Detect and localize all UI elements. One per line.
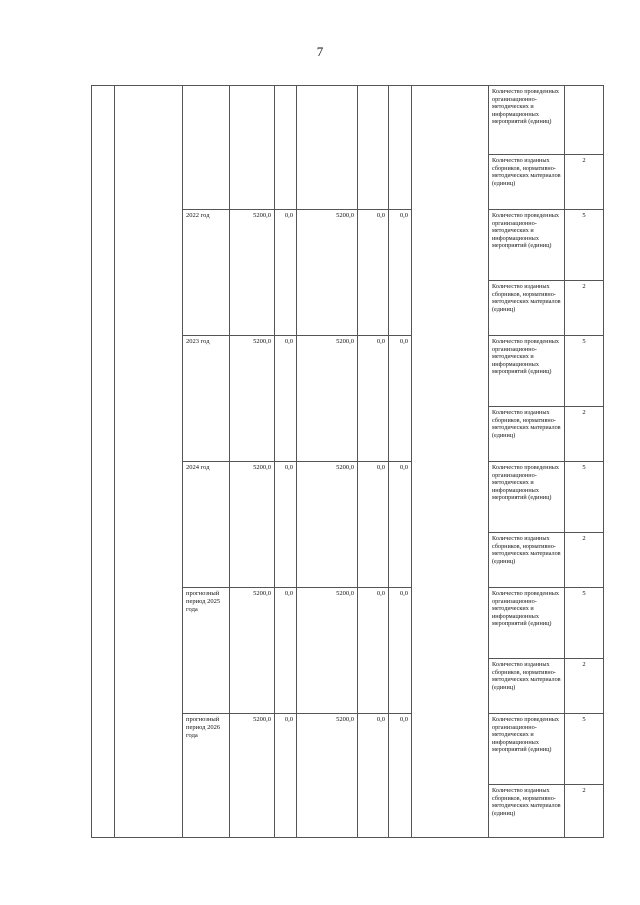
cell-empty-col2 — [115, 86, 183, 838]
value-cell: 5200,0 — [297, 714, 358, 838]
indicator-collections: Количество изданных сборников, нормативно-методических материалов (единиц) — [489, 155, 565, 210]
indicator-events: Количество проведенных организационно-методических и информационных мероприятий (единиц) — [489, 462, 565, 533]
total-cell: 5200,0 — [230, 714, 275, 838]
value-cell: 0,0 — [389, 462, 412, 588]
indicator-value: 5 — [565, 210, 604, 281]
value-cell — [358, 86, 389, 210]
total-cell: 5200,0 — [230, 210, 275, 336]
budget-table — [91, 85, 604, 838]
indicator-value: 2 — [565, 785, 604, 838]
value-cell: 0,0 — [358, 210, 389, 336]
period-cell — [183, 86, 230, 210]
value-cell: 0,0 — [275, 210, 297, 336]
value-cell: 0,0 — [275, 462, 297, 588]
indicator-value: 5 — [565, 588, 604, 659]
total-cell: 5200,0 — [230, 588, 275, 714]
value-cell: 0,0 — [389, 336, 412, 462]
indicator-value: 2 — [565, 659, 604, 714]
indicator-collections: Количество изданных сборников, нормативно-методических материалов (единиц) — [489, 533, 565, 588]
value-cell — [297, 86, 358, 210]
indicator-collections: Количество изданных сборников, нормативно-методических материалов (единиц) — [489, 785, 565, 838]
indicator-events: Количество проведенных организационно-методических и информационных мероприятий (единиц) — [489, 714, 565, 785]
value-cell — [389, 86, 412, 210]
table-row — [92, 86, 604, 155]
total-cell: 5200,0 — [230, 336, 275, 462]
cell-empty-col1 — [92, 86, 115, 838]
cell-empty-col9 — [412, 86, 489, 838]
indicator-collections: Количество изданных сборников, нормативно-методических материалов (единиц) — [489, 281, 565, 336]
indicator-collections: Количество изданных сборников, нормативно-методических материалов (единиц) — [489, 659, 565, 714]
page-number: 7 — [316, 44, 324, 59]
indicator-events: Количество проведенных организационно-методических и информационных мероприятий (единиц) — [489, 588, 565, 659]
period-cell: прогнозный период 2026 года — [183, 714, 230, 838]
value-cell: 0,0 — [389, 714, 412, 838]
indicator-events: Количество проведенных организационно-методических и информационных мероприятий (единиц) — [489, 86, 565, 155]
value-cell: 5200,0 — [297, 210, 358, 336]
indicator-events: Количество проведенных организационно-методических и информационных мероприятий (единиц) — [489, 336, 565, 407]
indicator-events: Количество проведенных организационно-методических и информационных мероприятий (единиц) — [489, 210, 565, 281]
value-cell: 0,0 — [275, 336, 297, 462]
period-cell: 2024 год — [183, 462, 230, 588]
value-cell: 0,0 — [389, 210, 412, 336]
value-cell: 0,0 — [358, 336, 389, 462]
indicator-value: 5 — [565, 462, 604, 533]
period-cell: 2023 год — [183, 336, 230, 462]
indicator-value: 2 — [565, 533, 604, 588]
value-cell: 0,0 — [389, 588, 412, 714]
value-cell: 0,0 — [358, 714, 389, 838]
total-cell: 5200,0 — [230, 462, 275, 588]
indicator-value: 5 — [565, 714, 604, 785]
indicator-value — [565, 86, 604, 155]
indicator-value: 5 — [565, 336, 604, 407]
indicator-value: 2 — [565, 407, 604, 462]
period-cell: 2022 год — [183, 210, 230, 336]
value-cell: 0,0 — [358, 462, 389, 588]
value-cell: 5200,0 — [297, 336, 358, 462]
indicator-value: 2 — [565, 155, 604, 210]
value-cell: 0,0 — [358, 588, 389, 714]
period-cell: прогнозный период 2025 года — [183, 588, 230, 714]
value-cell: 0,0 — [275, 714, 297, 838]
indicator-collections: Количество изданных сборников, нормативно-методических материалов (единиц) — [489, 407, 565, 462]
value-cell: 5200,0 — [297, 588, 358, 714]
total-cell — [230, 86, 275, 210]
indicator-value: 2 — [565, 281, 604, 336]
value-cell: 0,0 — [275, 588, 297, 714]
value-cell — [275, 86, 297, 210]
value-cell: 5200,0 — [297, 462, 358, 588]
